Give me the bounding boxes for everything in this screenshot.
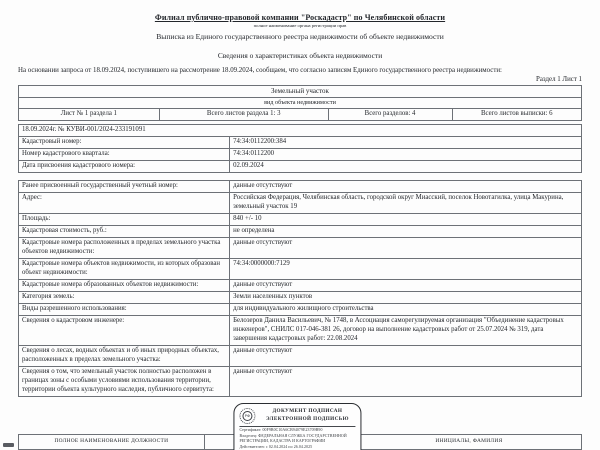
field-label: Сведения о том, что земельный участок полностью расположен в границах зоны с особыми условиями использования территории, территории объекта культурного наследия, публичного сервитута:	[19, 366, 230, 396]
position-label: ПОЛНОЕ НАИМЕНОВАНИЕ ДОЛЖНОСТИ	[19, 434, 205, 449]
field-value: 74:34:0000000:7129	[230, 259, 582, 280]
table-row	[19, 149, 582, 161]
field-value: не определена	[230, 226, 582, 238]
table-row	[19, 137, 582, 149]
object-type: Земельный участок	[19, 86, 582, 98]
table-row	[19, 181, 582, 193]
table-row	[19, 303, 582, 315]
table-row	[19, 315, 582, 345]
field-value: 02.09.2024	[230, 161, 582, 173]
razdel-list-label: Раздел 1 Лист 1	[536, 76, 582, 83]
section-title: Сведения о характеристиках объекта недвижимости	[217, 51, 383, 60]
field-label: Площадь:	[19, 214, 230, 226]
field-value: данные отсутствуют	[230, 279, 582, 291]
sheet-cell: Лист № 1 раздела 1	[19, 109, 160, 121]
stamp-owner: Владелец: ФЕДЕРАЛЬНАЯ СЛУЖБА ГОСУДАРСТВЕННОЙ РЕГИСТРАЦИИ, КАДАСТРА И КАРТОГРАФИИ	[239, 433, 347, 444]
coat-of-arms-icon: РФ	[239, 408, 255, 424]
field-value: данные отсутствуют	[230, 366, 582, 396]
stamp-title-line2: ЭЛЕКТРОННОЙ ПОДПИСЬЮ	[266, 415, 349, 422]
sheet-cell: Всего листов раздела 1: 3	[159, 109, 328, 121]
table-row	[19, 193, 582, 214]
table-row	[19, 345, 582, 366]
field-label: Кадастровые номера образованных объектов недвижимости:	[19, 279, 230, 291]
field-label: Дата присвоения кадастрового номера:	[19, 161, 230, 173]
request-line: На основании запроса от 18.09.2024, поступившего на рассмотрение 18.09.2024, сообщаем, что согласно записям Единого государственного реестра недвижимости:	[18, 67, 502, 74]
field-value: данные отсутствуют	[230, 238, 582, 259]
sheet-cell: Всего листов выписки: 6	[452, 109, 582, 121]
field-value: данные отсутствуют	[230, 345, 582, 366]
field-value: 840 +/- 10	[230, 214, 582, 226]
object-type-table	[18, 85, 582, 121]
field-value: 74:34:0112200	[230, 149, 582, 161]
table-row	[19, 259, 582, 280]
table-row	[19, 226, 582, 238]
field-label: Кадастровая стоимость, руб.:	[19, 226, 230, 238]
object-type-caption: вид объекта недвижимости	[19, 98, 582, 109]
sheet-info-row	[19, 109, 582, 121]
stamp-title	[259, 408, 355, 424]
field-label: Виды разрешенного использования:	[19, 303, 230, 315]
field-value: Российская Федерация, Челябинская область, городской округ Миасский, поселок Новотагилка, улица Макурина, земельный участок 19	[230, 193, 582, 214]
stamp-validity: Действителен: с 02.04.2024 по 26.04.2025	[239, 445, 313, 450]
field-label: Кадастровые номера расположенных в пределах земельного участка объектов недвижимости:	[19, 238, 230, 259]
stamp-title-line1: ДОКУМЕНТ ПОДПИСАН	[272, 407, 343, 414]
field-value: для индивидуального жилищного строительства	[230, 303, 582, 315]
request-number: 18.09.2024г. № КУВИ-001/2024-233191091	[19, 125, 582, 137]
table-row	[19, 366, 582, 396]
signature-area	[18, 403, 582, 450]
doc-title: Выписка из Единого государственного реестра недвижимости об объекте недвижимости	[156, 32, 444, 41]
org-name: Филиал публично-правовой компании "Роскадастр" по Челябинской области	[154, 13, 446, 22]
field-label: Сведения о кадастровом инженере:	[19, 315, 230, 345]
stamp-certificate: Сертификат: 00F9B0C10A6CB94079E23709B90	[239, 428, 323, 433]
field-value: Белозеров Данила Васильевич, № 1748, в Ассоциация саморегулируемая организация "Объединение кадастровых инженеров", СНИЛС 017-046-381 26, договор на выполнение кадастровых работ от 25.07.2024 № 319, дата завершения кадастровых работ: 22.08.2024	[230, 315, 582, 345]
field-label: Категория земель:	[19, 291, 230, 303]
field-label: Номер кадастрового квартала:	[19, 149, 230, 161]
table-row	[19, 161, 582, 173]
table-row	[19, 214, 582, 226]
field-value: Земли населенных пунктов	[230, 291, 582, 303]
org-caption: полное наименование органа регистрации прав	[253, 23, 347, 28]
table-row	[19, 291, 582, 303]
initials-label: ИНИЦИАЛЫ, ФАМИЛИЯ	[356, 434, 581, 449]
sheet-cell: Всего разделов: 4	[328, 109, 452, 121]
field-label: Адрес:	[19, 193, 230, 214]
field-label: Кадастровый номер:	[19, 137, 230, 149]
registry-table	[18, 124, 582, 173]
table-row	[19, 279, 582, 291]
field-label: Ранее присвоенный государственный учетный номер:	[19, 181, 230, 193]
field-value: 74:34:0112200:384	[230, 137, 582, 149]
digital-signature-stamp	[233, 403, 361, 450]
field-value: данные отсутствуют	[230, 181, 582, 193]
details-table	[18, 180, 582, 396]
scan-artifact-mark	[3, 443, 14, 447]
field-label: Кадастровые номера объектов недвижимости, из которых образован объект недвижимости:	[19, 259, 230, 280]
field-label: Сведения о лесах, водных объектах и об иных природных объектах, расположенных в пределах земельного участка:	[19, 345, 230, 366]
table-row	[19, 238, 582, 259]
